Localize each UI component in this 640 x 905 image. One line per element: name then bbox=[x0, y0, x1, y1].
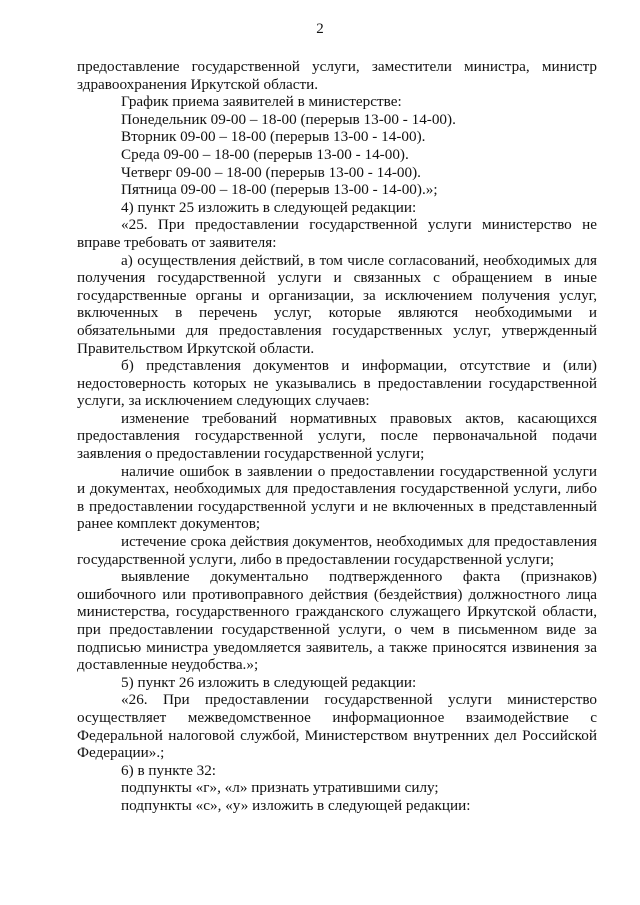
subitems-amended: подпункты «с», «у» изложить в следующей редакции: bbox=[121, 796, 471, 814]
schedule-monday: Понедельник 09-00 – 18-00 (перерыв 13-00 - 14-00). bbox=[121, 110, 456, 128]
schedule-tuesday: Вторник 09-00 – 18-00 (перерыв 13-00 - 14-00). bbox=[121, 128, 426, 146]
subitems-repealed: подпункты «г», «л» признать утратившими силу; bbox=[121, 779, 439, 797]
schedule-thursday: Четверг 09-00 – 18-00 (перерыв 13-00 - 14-00). bbox=[121, 163, 421, 181]
paragraph-25: «25. При предоставлении государственной услуги министерство не вправе требовать от заявителя: bbox=[77, 216, 597, 251]
paragraph-continuation: предоставление государственной услуги, заместители министра, министр здравоохранения Иркутской области. bbox=[77, 58, 597, 93]
schedule-title: График приема заявителей в министерстве: bbox=[121, 93, 402, 111]
case-documents-expired: истечение срока действия документов, необходимых для предоставления государственной услуги, либо в предоставлении государственной услуги; bbox=[77, 533, 597, 568]
case-requirements-change: изменение требований нормативных правовых актов, касающихся предоставления государственной услуги, после первоначальной подачи заявления о предоставлении государственной услуги; bbox=[77, 409, 597, 463]
schedule-wednesday: Среда 09-00 – 18-00 (перерыв 13-00 - 14-00). bbox=[121, 145, 409, 163]
paragraph-26: «26. При предоставлении государственной услуги министерство осуществляет межведомственное информационное взаимодействие с Федеральной налоговой службой, Министерством внутренних дел Российской Федерации».; bbox=[77, 691, 597, 762]
schedule-friday: Пятница 09-00 – 18-00 (перерыв 13-00 - 14-00).»; bbox=[121, 181, 438, 199]
item-5: 5) пункт 26 изложить в следующей редакции: bbox=[121, 673, 417, 691]
subparagraph-b: б) представления документов и информации, отсутствие и (или) недостоверность которых не указывались в предоставлении государственной услуги, за исключением следующих случаев: bbox=[77, 357, 597, 410]
case-application-errors: наличие ошибок в заявлении о предоставлении государственной услуги и документах, необходимых для предоставления государственной услуги, либо в предоставлении государственной услуги и не включенных в представленный ранее комплект документов; bbox=[77, 462, 597, 533]
item-4: 4) пункт 25 изложить в следующей редакции: bbox=[121, 198, 417, 216]
subparagraph-a: а) осуществления действий, в том числе согласований, необходимых для получения государственной услуги и связанных с обращением в иные государственные органы и организации, за исключением получения услуг, включенных в перечень услуг, которые являются необходимыми и обязательными для предоставления государственных услуг, утвержденный Правительством Иркутской области. bbox=[77, 251, 597, 357]
item-6: 6) в пункте 32: bbox=[121, 761, 217, 779]
document-body bbox=[77, 58, 597, 815]
page-number: 2 bbox=[316, 21, 324, 37]
case-erroneous-action: выявление документально подтвержденного факта (признаков) ошибочного или противоправного действия (бездействия) должностного лица министерства, государственного гражданского служащего Иркутской области, при предоставлении государственной услуги, о чем в письменном виде за подписью министра уведомляется заявитель, а также приносятся извинения за доставленные неудобства.»; bbox=[77, 568, 597, 674]
